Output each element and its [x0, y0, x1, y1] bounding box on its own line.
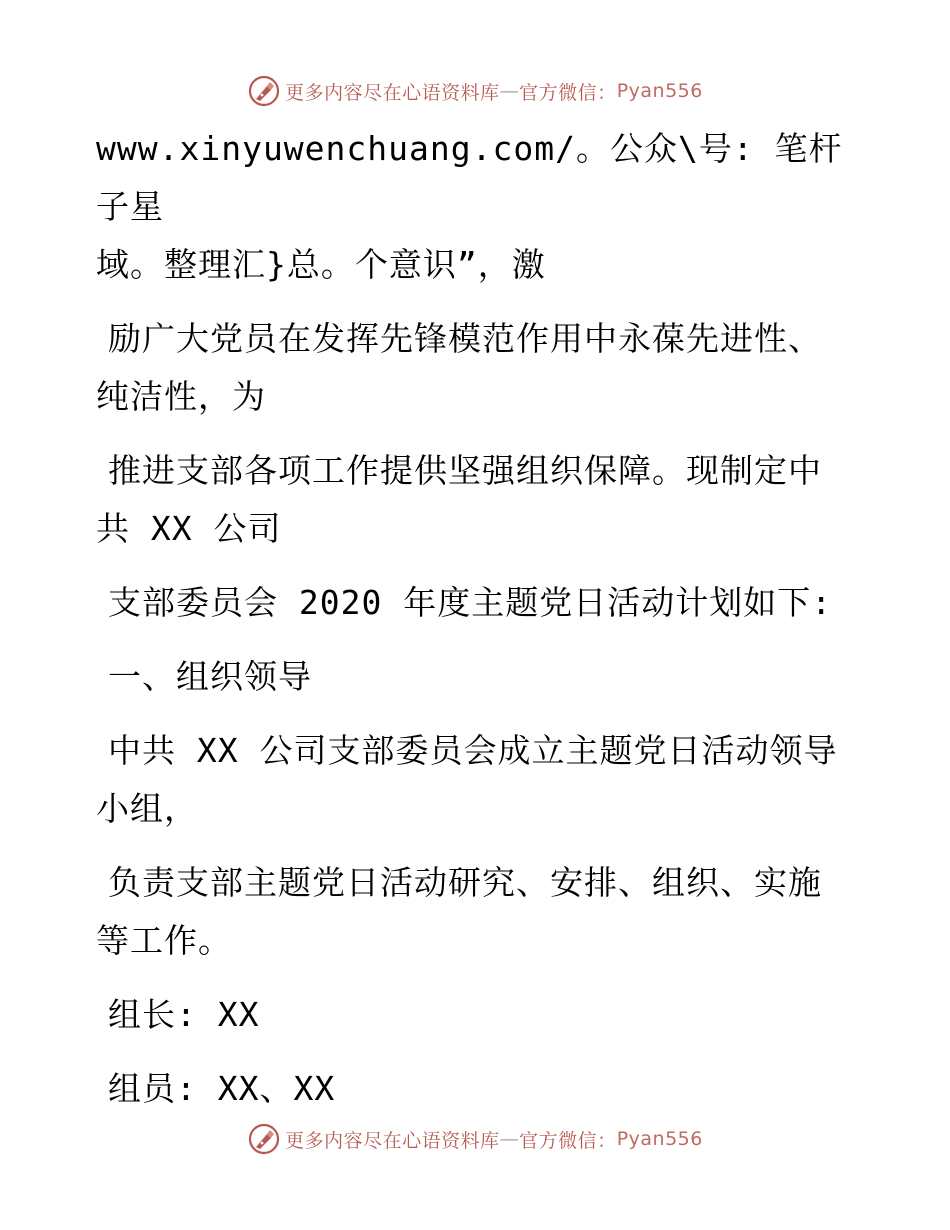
banner-separator: — [499, 1128, 520, 1150]
paragraph-line: 纯洁性，为 [96, 377, 266, 416]
paragraph-6 [96, 722, 856, 838]
paragraph-leader [96, 986, 856, 1044]
section-heading [96, 648, 856, 706]
banner-contact-label: 官方微信： [519, 1129, 617, 1152]
banner-separator: — [499, 80, 520, 102]
paragraph-line: 组员: XX、XX [108, 1069, 336, 1108]
paragraph-2 [96, 310, 856, 426]
paragraph-line: www.xinyuwenchuang.com/。公众\号: 笔杆子星 [96, 129, 843, 226]
paragraph-line: 共 XX 公司 [96, 509, 282, 548]
banner-main-text: 更多内容尽在心语资料库 [285, 81, 500, 104]
paragraph-1 [96, 120, 856, 294]
paragraph-line: 等工作。 [96, 921, 232, 960]
paragraph-line: 小组， [96, 789, 198, 828]
paragraph-line: 组长: XX [108, 995, 260, 1034]
paragraph-members [96, 1060, 856, 1118]
banner-contact-value: Pyan556 [616, 1128, 703, 1150]
banner-contact-value: Pyan556 [616, 80, 703, 102]
paragraph-line: 一、组织领导 [108, 657, 312, 696]
paragraph-line: 中共 XX 公司支部委员会成立主题党日活动领导 [108, 731, 838, 770]
paragraph-line: 励广大党员在发挥先锋模范作用中永葆先进性、 [108, 319, 822, 358]
paragraph-7 [96, 854, 856, 970]
paragraph-4 [96, 574, 856, 632]
header-banner [0, 71, 950, 111]
paragraph-line: 负责支部主题党日活动研究、安排、组织、实施 [108, 863, 822, 902]
banner-contact-label: 官方微信： [519, 81, 617, 104]
pen-nib-logo-icon [247, 1122, 281, 1156]
paragraph-line: 支部委员会 2020 年度主题党日活动计划如下: [108, 583, 833, 622]
paragraph-line: 域。整理汇}总。个意识”，激 [96, 245, 546, 284]
paragraph-3 [96, 442, 856, 558]
banner-main-text: 更多内容尽在心语资料库 [285, 1129, 500, 1152]
document-body [96, 120, 856, 1118]
footer-banner [0, 1119, 950, 1159]
pen-nib-logo-icon [247, 74, 281, 108]
paragraph-line: 推进支部各项工作提供坚强组织保障。现制定中 [108, 451, 822, 490]
